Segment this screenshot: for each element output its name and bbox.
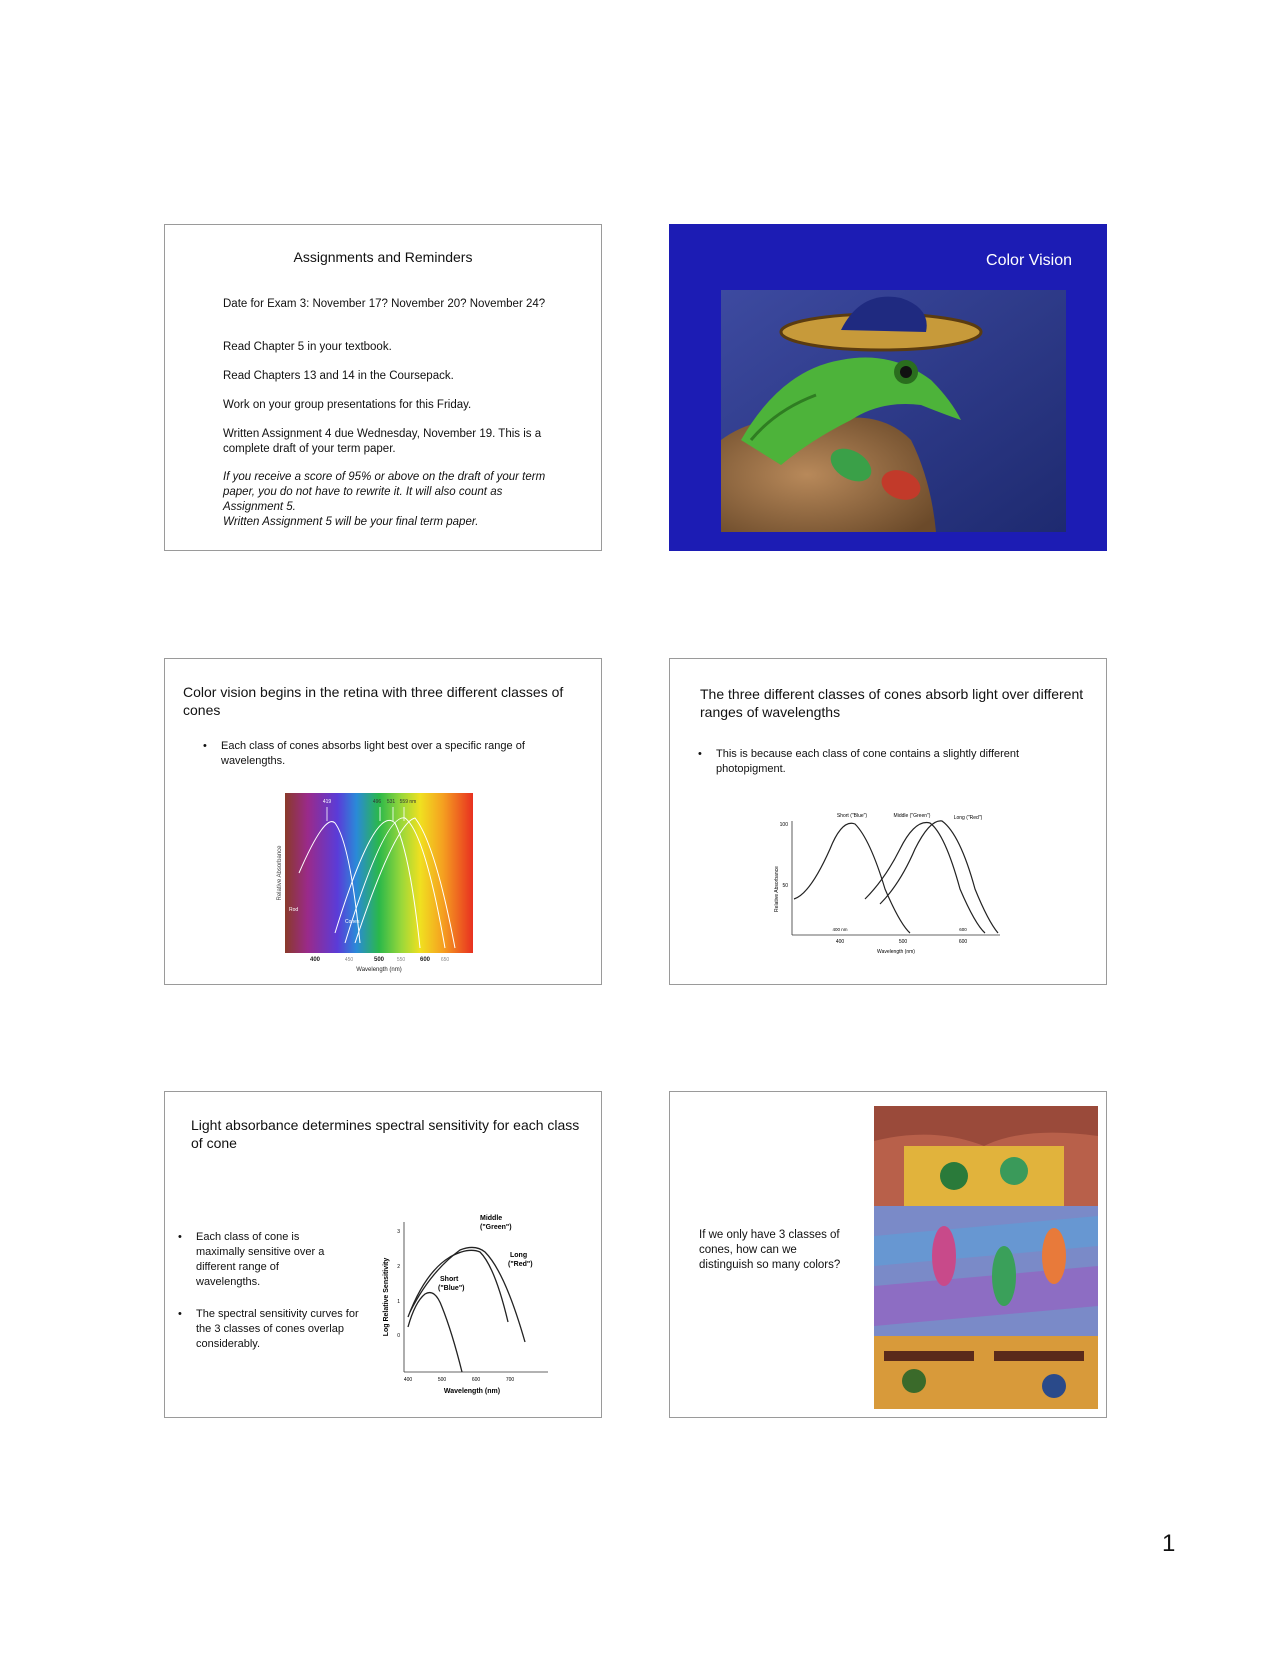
assignment-item: Work on your group presentations for this Friday. — [223, 399, 472, 411]
peak-label: 531 — [386, 799, 396, 805]
assignment-item: Read Chapters 13 and 14 in the Coursepack. — [223, 370, 454, 382]
x-axis-label: Wavelength (nm) — [877, 949, 915, 955]
inner-label: 600 — [959, 927, 967, 932]
x-tick: 550 — [396, 957, 406, 963]
x-tick: 500 — [898, 939, 908, 945]
question-text: If we only have 3 classes of cones, how can we distinguish so many colors? — [699, 1229, 841, 1271]
label-middle: ("Green") — [480, 1224, 512, 1231]
lizard-sombrero-photo — [721, 290, 1066, 532]
slide-assignments — [164, 224, 602, 551]
italic-note: If you receive a score of 95% or above on the draft of your term paper, you do not have to rewrite it. It will also count as Assignment 5. — [223, 471, 546, 513]
y-tick: 100 — [779, 822, 788, 828]
slide-title: Assignments and Reminders — [293, 249, 473, 265]
label-short: ("Blue") — [438, 1285, 465, 1292]
bullet-text: • This is because each class of cone contains a slightly different photopigment. — [716, 747, 1076, 777]
absorbance-spectrum-figure — [275, 793, 485, 975]
slide-color-vision — [669, 224, 1107, 551]
short-cone-curve — [794, 823, 910, 933]
y-axis-label: Log Relative Sensitivity — [383, 1257, 390, 1337]
bullet-text: • The spectral sensitivity curves for the 3 classes of cones overlap considerably. — [196, 1307, 361, 1352]
middle-cone-curve — [865, 823, 985, 933]
bullet-text: • Each class of cones absorbs light best over a specific range of wavelengths. — [221, 739, 571, 769]
slide-spectral-sensitivity — [164, 1091, 602, 1418]
slide-title: Color Vision — [986, 252, 1072, 269]
y-axis-label: Relative Absorbance — [774, 866, 780, 912]
y-tick: 1 — [397, 1299, 400, 1305]
series-label: Long ("Red") — [953, 815, 983, 821]
x-tick: 650 — [440, 957, 450, 963]
y-tick: 3 — [397, 1229, 400, 1235]
series-label: Short ("Blue") — [836, 813, 868, 819]
slide-retina-cones — [164, 658, 602, 985]
page-number: 1 — [1162, 1530, 1176, 1557]
x-tick: 600 — [958, 939, 968, 945]
slide-title: Light absorbance determines spectral sensitivity for each class of cone — [191, 1117, 580, 1151]
x-tick: 450 — [344, 957, 354, 963]
y-axis-label: Relative Absorbance — [277, 845, 283, 901]
label-middle: Middle — [480, 1215, 503, 1222]
jazz-club-painting — [874, 1106, 1098, 1409]
curve-label: Rod — [289, 907, 299, 913]
assignment-item: Date for Exam 3: November 17? November 20? November 24? — [223, 298, 546, 310]
x-axis-label: Wavelength (nm) — [356, 967, 402, 973]
series-label: Middle ("Green") — [893, 813, 931, 819]
y-tick: 0 — [397, 1333, 400, 1339]
label-short: Short — [440, 1276, 459, 1283]
italic-note-2: Written Assignment 5 will be your final term paper. — [223, 516, 479, 528]
peak-label: 419 — [322, 799, 332, 805]
x-tick: 500 — [373, 957, 385, 963]
inner-label: 400 nm — [832, 927, 848, 932]
x-tick: 700 — [505, 1377, 515, 1383]
short-curve — [408, 1293, 462, 1372]
y-tick: 2 — [397, 1264, 400, 1270]
x-tick: 400 — [309, 957, 321, 963]
curve-label: Cones — [345, 919, 360, 925]
spectral-sensitivity-chart — [380, 1212, 555, 1397]
slide-title: The three different classes of cones absorb light over different ranges of wavelengths — [700, 686, 1084, 720]
slide-title: Color vision begins in the retina with three different classes of cones — [183, 684, 564, 718]
x-tick: 600 — [471, 1377, 481, 1383]
x-tick: 500 — [437, 1377, 447, 1383]
y-tick: 50 — [782, 883, 788, 889]
x-tick: 400 — [403, 1377, 413, 1383]
peak-label: 559 nm — [399, 799, 417, 805]
cone-absorbance-chart — [770, 809, 1010, 961]
x-axis-label: Wavelength (nm) — [443, 1388, 501, 1395]
label-long: ("Red") — [508, 1261, 533, 1268]
assignment-item: Read Chapter 5 in your textbook. — [223, 341, 392, 353]
assignment-item: Written Assignment 4 due Wednesday, November 19. This is a complete draft of your term paper. — [223, 428, 542, 455]
peak-label: 496 — [372, 799, 382, 805]
bullet-text: • Each class of cone is maximally sensitive over a different range of wavelengths. — [196, 1230, 346, 1290]
slide-cone-absorbance — [669, 658, 1107, 985]
slide-three-cones-question — [669, 1091, 1107, 1418]
label-long: Long — [510, 1252, 528, 1259]
x-tick: 600 — [419, 957, 431, 963]
x-tick: 400 — [835, 939, 845, 945]
